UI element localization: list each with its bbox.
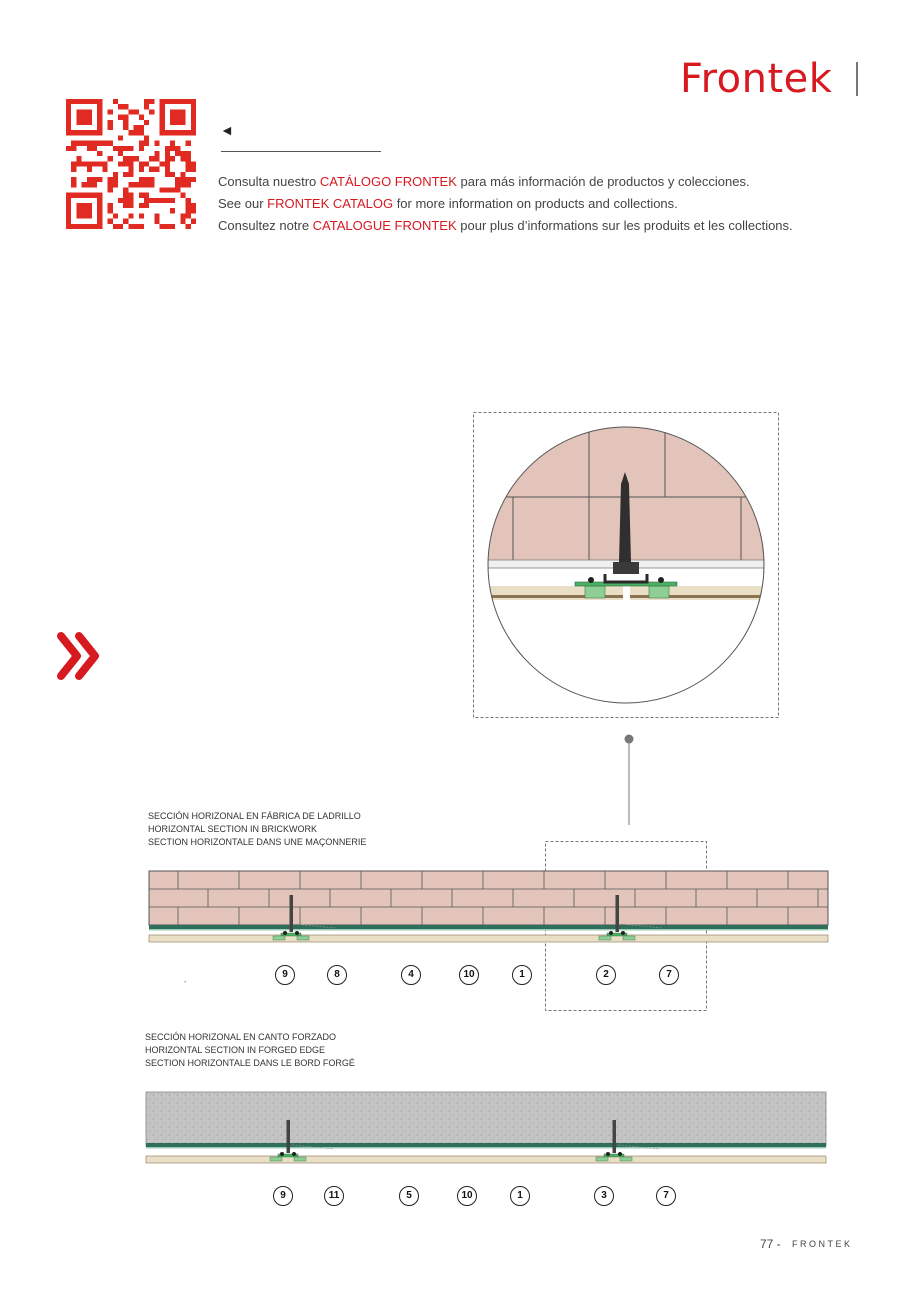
text-segment: See our [218,196,268,211]
callout-3: 3 [594,1186,614,1206]
callout-11: 11 [324,1186,344,1206]
anchor-bolt [616,895,620,932]
callout-5: 5 [399,1186,419,1206]
divider-line [221,151,381,152]
text-segment: Consultez notre [218,218,313,233]
title-es: SECCIÓN HORIZONAL EN CANTO FORZADO [145,1032,337,1042]
stray-mark: ´ [184,980,187,990]
frontek-logo: Frontek [680,56,833,102]
callout-8: 8 [327,965,347,985]
brickwork-section-drawing [0,840,920,1020]
callout-9: 9 [273,1186,293,1206]
qr-code-icon[interactable] [66,99,196,229]
forged-edge-section-drawing [0,1085,920,1175]
text-segment: for more information on products and collections. [393,196,678,211]
catalog-link-fr[interactable]: CATALOGUE FRONTEK [312,218,457,233]
title-fr: SECTION HORIZONTALE DANS UNE MAÇONNERIE [148,837,367,847]
callout-7: 7 [659,965,679,985]
catalog-line-en [218,193,793,215]
callout-10: 10 [459,965,479,985]
title-en: HORIZONTAL SECTION IN FORGED EDGE [145,1045,326,1055]
catalog-text [218,171,793,237]
text-segment: pour plus d’informations sur les produits et les collections. [456,218,793,233]
page-number: 77 - [760,1237,781,1251]
anchor-bolt [287,1120,291,1153]
title-es: SECCIÓN HORIZONAL EN FÁBRICA DE LADRILLO [148,811,361,821]
text-segment: Consulta nuestro [218,174,320,189]
catalog-link-en[interactable]: FRONTEK CATALOG [267,196,394,211]
header-divider [856,62,858,96]
callout-4: 4 [401,965,421,985]
catalog-line-fr [218,215,793,237]
catalog-link-es[interactable]: CATÁLOGO FRONTEK [319,174,457,189]
callout-7: 7 [656,1186,676,1206]
anchor-bolt [290,895,294,932]
leader-line [620,732,638,828]
title-en: HORIZONTAL SECTION IN BRICKWORK [148,824,318,834]
callout-9: 9 [275,965,295,985]
forged-edge-callouts [0,1181,920,1211]
footer-brand: FRONTEK [792,1239,853,1249]
title-fr: SECTION HORIZONTALE DANS LE BORD FORGÉ [145,1058,355,1068]
brickwork-callouts [0,960,920,990]
callout-1: 1 [510,1186,530,1206]
back-arrow-icon[interactable]: ◄ [220,122,234,138]
catalog-line-es [218,171,793,193]
detail-zoom [473,412,779,718]
double-chevron-right-icon[interactable] [55,630,103,682]
callout-1: 1 [512,965,532,985]
callout-10: 10 [457,1186,477,1206]
anchor-bolt [613,1120,617,1153]
text-segment: para más información de productos y colecciones. [456,174,750,189]
callout-2: 2 [596,965,616,985]
section-forged-edge-title [145,1031,355,1070]
